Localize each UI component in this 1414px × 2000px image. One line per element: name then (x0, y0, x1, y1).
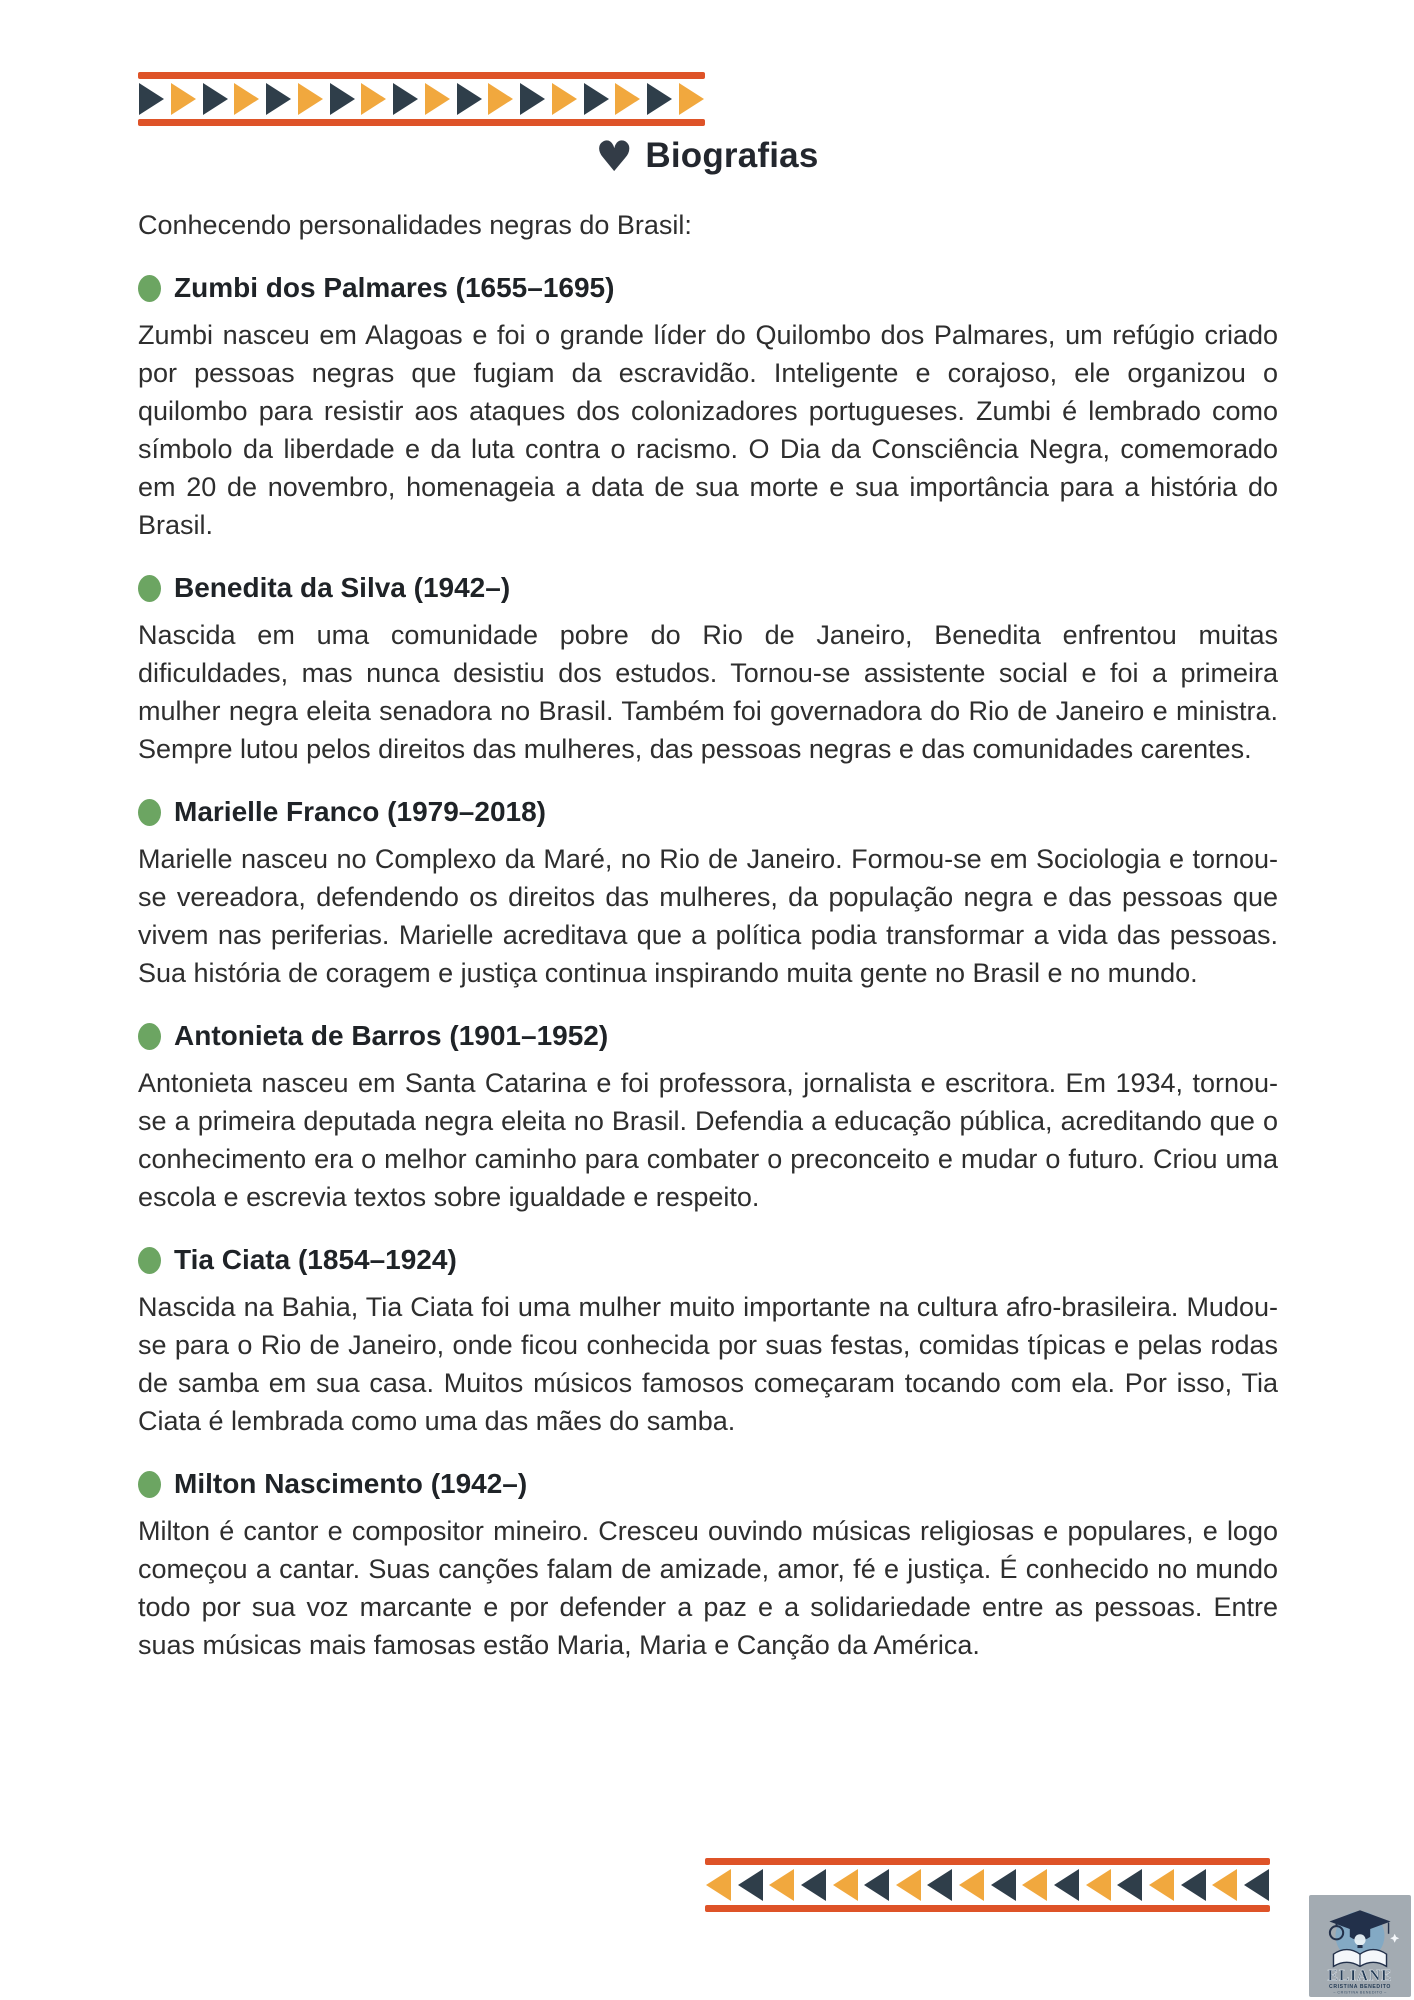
triangle-ornament-icon (679, 83, 704, 115)
bio-heading-text: Milton Nascimento (1942–) (174, 1468, 528, 1499)
triangle-ornament-icon (520, 83, 545, 115)
border-line (705, 1858, 1270, 1865)
triangle-ornament-icon (266, 83, 291, 115)
heart-icon: ♥ (595, 132, 634, 181)
bio-heading-text: Antonieta de Barros (1901–1952) (174, 1020, 609, 1051)
bio-heading-text: Benedita da Silva (1942–) (174, 572, 511, 603)
bio-heading (138, 568, 1278, 608)
bio-section-milton (138, 1464, 1278, 1664)
triangle-ornament-icon (801, 1869, 826, 1901)
triangle-ornament-icon (864, 1869, 889, 1901)
triangle-ornament-icon (457, 83, 482, 115)
bio-heading-text: Marielle Franco (1979–2018) (174, 796, 546, 827)
bio-paragraph: Nascida em uma comunidade pobre do Rio de Janeiro, Benedita enfrentou muitas dificuldades, mas nunca desistiu dos estudos. Tornou-se assistente social e foi a primeira mulher negra eleita senadora no Brasil. Também foi governadora do Rio de Janeiro e ministra. Sempre lutou pelos direitos das mulheres, das pessoas negras e das comunidades carentes. (138, 620, 1278, 764)
triangle-ornament-icon (1117, 1869, 1142, 1901)
triangle-ornament-icon (425, 83, 450, 115)
triangle-ornament-icon (361, 83, 386, 115)
triangle-ornament-icon (584, 83, 609, 115)
author-logo (1309, 1895, 1411, 1997)
triangle-ornament-icon (330, 83, 355, 115)
bio-heading (138, 1240, 1278, 1280)
triangle-ornament-icon (1149, 1869, 1174, 1901)
triangle-ornament-icon (1086, 1869, 1111, 1901)
bio-heading (138, 792, 1278, 832)
logo-name-text: ELIANE (1327, 1967, 1393, 1985)
triangle-ornament-icon (615, 83, 640, 115)
triangle-ornament-icon (552, 83, 577, 115)
bio-heading-text: Tia Ciata (1854–1924) (174, 1244, 457, 1275)
bio-paragraph: Antonieta nasceu em Santa Catarina e foi professora, jornalista e escritora. Em 1934, tornou-se a primeira deputada negra eleita no Brasil. Defendia a educação pública, acreditando que o conhecimento era o melhor caminho para combater o preconceito e mudar o futuro. Criou uma escola e escrevia textos sobre igualdade e respeito. (138, 1068, 1278, 1212)
triangle-ornament-icon (647, 83, 672, 115)
triangle-ornament-icon (203, 83, 228, 115)
page-title-text: Biografias (645, 136, 819, 175)
bio-heading (138, 1016, 1278, 1056)
content-column (138, 206, 1278, 1664)
triangle-ornament-icon (234, 83, 259, 115)
triangle-ornament-icon (959, 1869, 984, 1901)
triangle-ornament-icon (769, 1869, 794, 1901)
green-dot-icon (138, 1471, 161, 1498)
bio-paragraph: Nascida na Bahia, Tia Ciata foi uma mulher muito importante na cultura afro-brasileira. Mudou-se para o Rio de Janeiro, onde ficou conhecida por suas festas, comidas típicas e pelas rodas de samba em sua casa. Muitos músicos famosos começaram tocando com ela. Por isso, Tia Ciata é lembrada como uma das mães do samba. (138, 1292, 1278, 1436)
bio-heading (138, 268, 1278, 308)
bottom-triangle-border (705, 1858, 1270, 1912)
top-triangle-border (138, 72, 705, 126)
bio-section-benedita (138, 568, 1278, 768)
triangle-ornament-icon (1181, 1869, 1206, 1901)
green-dot-icon (138, 1023, 161, 1050)
triangle-ornament-icon (393, 83, 418, 115)
intro-text: Conhecendo personalidades negras do Brasil: (138, 210, 692, 240)
triangle-ornament-icon (1244, 1869, 1269, 1901)
triangle-ornament-icon (1212, 1869, 1237, 1901)
green-dot-icon (138, 275, 161, 302)
bio-heading-text: Zumbi dos Palmares (1655–1695) (174, 272, 615, 303)
triangle-row-left (705, 1865, 1270, 1905)
triangle-ornament-icon (706, 1869, 731, 1901)
triangle-ornament-icon (1054, 1869, 1079, 1901)
bio-paragraph: Zumbi nasceu em Alagoas e foi o grande líder do Quilombo dos Palmares, um refúgio criado por pessoas negras que fugiam da escravidão. Inteligente e corajoso, ele organizou o quilombo para resistir aos ataques dos colonizadores portugueses. Zumbi é lembrado como símbolo da liberdade e da luta contra o racismo. O Dia da Consciência Negra, comemorado em 20 de novembro, homenageia a data de sua morte e sua importância para a história do Brasil. (138, 320, 1278, 540)
triangle-ornament-icon (298, 83, 323, 115)
logo-subtitle-text: CRISTINA BENEDITO (1329, 1983, 1391, 1990)
triangle-ornament-icon (896, 1869, 921, 1901)
bio-section-marielle (138, 792, 1278, 992)
border-line (705, 1905, 1270, 1912)
border-line (138, 72, 705, 79)
bio-heading (138, 1464, 1278, 1504)
bio-paragraph: Marielle nasceu no Complexo da Maré, no Rio de Janeiro. Formou-se em Sociologia e tornou-se vereadora, defendendo os direitos das mulheres, da população negra e das pessoas que vivem nas periferias. Marielle acreditava que a política podia transformar a vida das pessoas. Sua história de coragem e justiça continua inspirando muita gente no Brasil e no mundo. (138, 844, 1278, 988)
triangle-row-right (138, 79, 705, 119)
bio-section-zumbi (138, 268, 1278, 544)
page-title (0, 132, 1414, 181)
triangle-ornament-icon (927, 1869, 952, 1901)
triangle-ornament-icon (738, 1869, 763, 1901)
triangle-ornament-icon (171, 83, 196, 115)
triangle-ornament-icon (1022, 1869, 1047, 1901)
bio-section-antonieta (138, 1016, 1278, 1216)
lightbulb-icon (1354, 1934, 1365, 1945)
green-dot-icon (138, 1247, 161, 1274)
triangle-ornament-icon (488, 83, 513, 115)
triangle-ornament-icon (991, 1869, 1016, 1901)
bio-section-tia-ciata (138, 1240, 1278, 1440)
logo-caption-text: – CRISTINA BENEDITO – (1333, 1990, 1387, 1995)
bio-paragraph: Milton é cantor e compositor mineiro. Cresceu ouvindo músicas religiosas e populares, e logo começou a cantar. Suas canções falam de amizade, amor, fé e justiça. É conhecido no mundo todo por sua voz marcante e por defender a paz e a solidariedade entre as pessoas. Entre suas músicas mais famosas estão Maria, Maria e Canção da América. (138, 1516, 1278, 1660)
green-dot-icon (138, 799, 161, 826)
green-dot-icon (138, 575, 161, 602)
triangle-ornament-icon (139, 83, 164, 115)
border-line (138, 119, 705, 126)
triangle-ornament-icon (833, 1869, 858, 1901)
